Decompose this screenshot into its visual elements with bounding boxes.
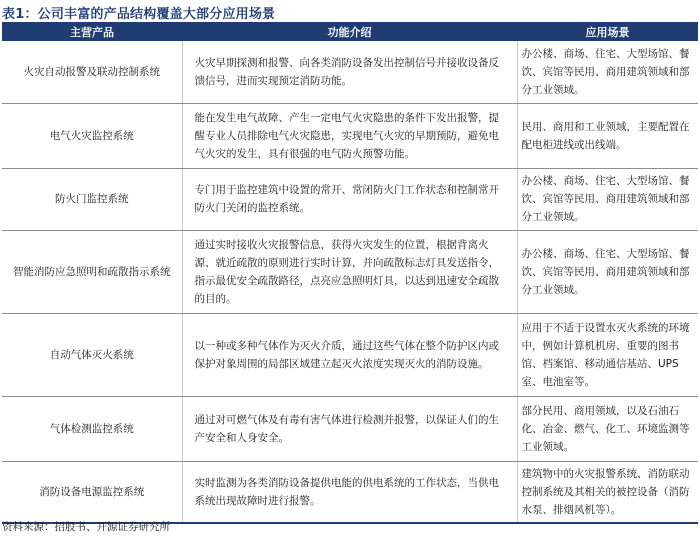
table-row [2,41,698,103]
table-header-row [2,22,698,41]
table-row [2,396,698,461]
scene-cell: 办公楼、商场、住宅、大型场馆、餐饮、宾馆等民用、商用建筑领域和部分工业领域。 [517,41,698,103]
function-cell: 能在发生电气故障、产生一定电气火灾隐患的条件下发出报警，提醒专业人员排除电气火灾隐患，实现电气火灾的早期预防，避免电气火灾的发生，具有很强的电气防火预警功能。 [182,103,517,168]
function-cell: 火灾早期探测和报警、向各类消防设备发出控制信号并接收设备反馈信号，进而实现预定消防功能。 [182,41,517,103]
table-row [2,313,698,396]
product-cell: 自动气体灭火系统 [2,313,182,396]
product-cell: 火灾自动报警及联动控制系统 [2,41,182,103]
function-cell: 专门用于监控建筑中设置的常开、常闭防火门工作状态和控制常开防火门关闭的监控系统。 [182,168,517,230]
scene-cell: 办公楼、商场、住宅、大型场馆、餐饮、宾馆等民用、商用建筑领域和部分工业领域。 [517,168,698,230]
product-cell: 电气火灾监控系统 [2,103,182,168]
function-cell: 通过实时接收火灾报警信息，获得火灾发生的位置，根据背离火源、就近疏散的原则进行实时计算，并向疏散标志灯具发送指令，指示最优安全疏散路径，点亮应急照明灯具，以达到迅速安全疏散的目的。 [182,230,517,313]
source-note: 资料来源：招股书、开源证券研究所 [2,521,170,533]
table-title: 表1：公司丰富的产品结构覆盖大部分应用场景 [2,7,276,22]
scene-cell: 应用于不适于设置水灭火系统的环境中，例如计算机机房、重要的图书馆、档案馆、移动通信基站、UPS室、电池室等。 [517,313,698,396]
product-cell: 智能消防应急照明和疏散指示系统 [2,230,182,313]
product-cell: 防火门监控系统 [2,168,182,230]
product-table [2,22,698,524]
header-product: 主营产品 [2,22,182,41]
header-scene: 应用场景 [517,22,698,41]
table-row [2,168,698,230]
function-cell: 通过对可燃气体及有毒有害气体进行检测并报警，以保证人们的生产安全和人身安全。 [182,396,517,461]
product-cell: 消防设备电源监控系统 [2,461,182,523]
function-cell: 实时监测为各类消防设备提供电能的供电系统的工作状态，当供电系统出现故障时进行报警。 [182,461,517,523]
scene-cell: 民用、商用和工业领域，主要配置在配电柜进线或出线端。 [517,103,698,168]
scene-cell: 建筑物中的火灾报警系统、消防联动控制系统及其相关的被控设备（消防水泵、排烟风机等）。 [517,461,698,523]
table-row [2,461,698,523]
scene-cell: 部分民用、商用领域，以及石油石化、冶金、燃气、化工、环境监测等工业领域。 [517,396,698,461]
header-function: 功能介绍 [182,22,517,41]
table-row [2,103,698,168]
function-cell: 以一种或多种气体作为灭火介质，通过这些气体在整个防护区内或保护对象周围的局部区域建立起灭火浓度实现灭火的消防设施。 [182,313,517,396]
product-cell: 气体检测监控系统 [2,396,182,461]
table-row [2,230,698,313]
scene-cell: 办公楼、商场、住宅、大型场馆、餐饮、宾馆等民用、商用建筑领域和部分工业领域。 [517,230,698,313]
